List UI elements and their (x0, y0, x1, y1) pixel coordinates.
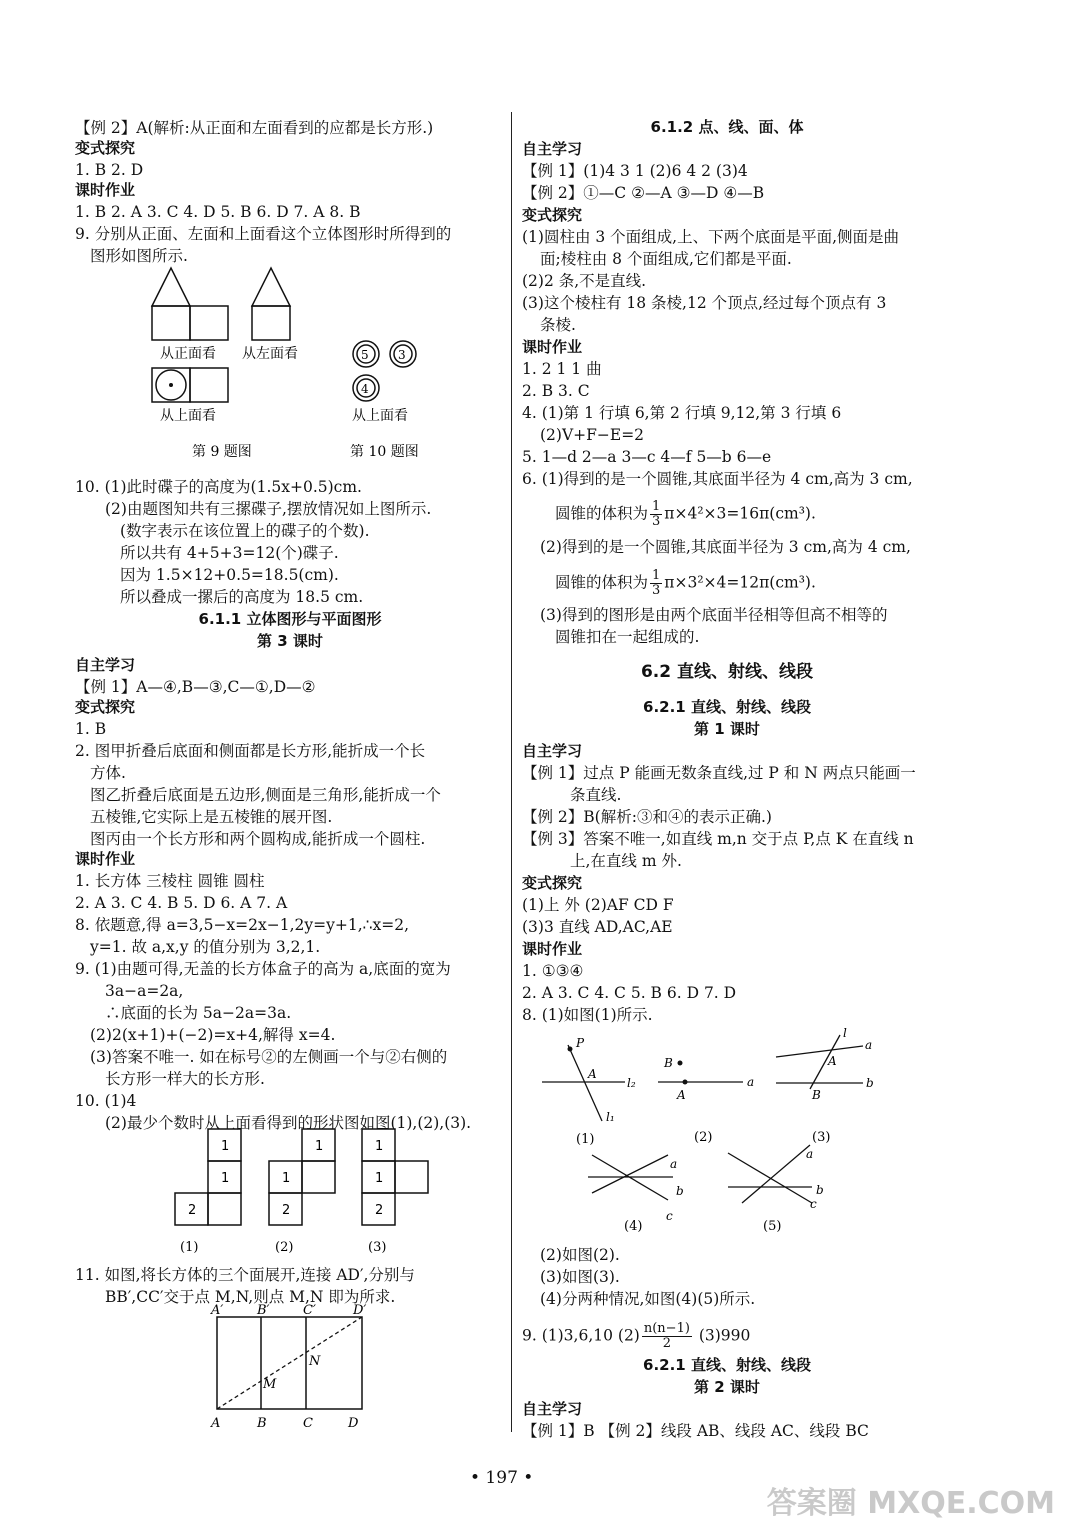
right-line: (1)上 外 (2)AF CD F (522, 896, 674, 914)
left-line: (2)由题图知共有三摞碟子,摆放情况如上图所示. (105, 500, 432, 518)
right-line: 6.1.2 点、线、面、体 (650, 118, 804, 136)
lines-figures (530, 1025, 890, 1235)
left-line: 11. 如图,将长方体的三个面展开,连接 AD′,分别与 (75, 1266, 415, 1284)
left-line: 10. (1)4 (75, 1092, 137, 1110)
svg-text:B: B (664, 1056, 673, 1070)
svg-text:A: A (588, 1067, 597, 1081)
svg-text:1: 1 (221, 1139, 230, 1154)
top-view-9 (152, 368, 228, 402)
svg-text:(3): (3) (368, 1240, 387, 1255)
left-line: 【例 1】A—④,B—③,C—①,D—② (75, 678, 316, 696)
right-line: 【例 1】过点 P 能画无数条直线,过 P 和 N 两点只能画一 (522, 764, 916, 782)
left-line: 1. B 2. D (75, 161, 144, 179)
svg-text:b: b (866, 1076, 874, 1090)
right-line: 第 1 课时 (694, 720, 760, 738)
svg-text:2: 2 (375, 1203, 384, 1218)
left-line: 长方形一样大的长方形. (105, 1070, 265, 1088)
svg-text:l₁: l₁ (606, 1110, 615, 1124)
right-line: (2)如图(2). (540, 1246, 620, 1264)
right-line: 圆锥扣在一起组成的. (555, 628, 700, 646)
svg-text:(2): (2) (275, 1240, 294, 1255)
svg-text:1: 1 (375, 1171, 384, 1186)
right-line: 【例 3】答案不唯一,如直线 m,n 交于点 P,点 K 在直线 n (522, 830, 914, 848)
svg-text:(5): (5) (763, 1219, 782, 1234)
right-line: 上,在直线 m 外. (570, 852, 682, 870)
right-line: 【例 1】B 【例 2】线段 AB、线段 AC、线段 BC (522, 1422, 869, 1440)
left-line: 10. (1)此时碟子的高度为(1.5x+0.5)cm. (75, 478, 362, 496)
left-line: 方体. (90, 764, 126, 782)
center-dot (169, 383, 173, 387)
svg-text:N: N (309, 1354, 321, 1369)
front-view-label: 从正面看 (160, 346, 216, 362)
left-line: 图形如图所示. (90, 247, 188, 265)
svg-text:B: B (257, 1416, 267, 1431)
left-line: 9. 分别从正面、左面和上面看这个立体图形时所得到的 (75, 225, 452, 243)
right-line: 6.2.1 直线、射线、线段 (643, 1356, 811, 1374)
right-line: 1. ①③④ (522, 962, 584, 980)
right-line: 1. 2 1 1 曲 (522, 360, 602, 378)
right-line: 变式探究 (522, 874, 583, 892)
top-view-label-9: 从上面看 (160, 408, 216, 424)
left-line: (数字表示在该位置上的碟子的个数). (120, 522, 370, 540)
svg-text:A: A (828, 1054, 837, 1068)
left-line: (3)答案不唯一. 如在标号②的左侧画一个与②右侧的 (90, 1048, 448, 1066)
right-line: (2)V+F−E=2 (540, 426, 645, 444)
left-line: y=1. 故 a,x,y 的值分别为 3,2,1. (90, 938, 321, 956)
svg-text:A: A (677, 1088, 686, 1102)
right-line: (2)得到的是一个圆锥,其底面半径为 3 cm,高为 4 cm, (540, 538, 911, 556)
right-line: 【例 1】(1)4 3 1 (2)6 4 2 (3)4 (522, 162, 748, 180)
svg-text:a: a (747, 1075, 755, 1089)
left-line: 所以共有 4+5+3=12(个)碟子. (120, 544, 339, 562)
top-view-label-10: 从上面看 (352, 408, 408, 424)
svg-text:C: C (303, 1416, 313, 1431)
svg-text:1: 1 (282, 1171, 291, 1186)
svg-text:M: M (263, 1377, 277, 1392)
svg-text:(1): (1) (180, 1240, 199, 1255)
left-line: 2. A 3. C 4. B 5. D 6. A 7. A (75, 894, 288, 912)
svg-text:C′: C′ (303, 1303, 316, 1318)
left-line: 第 3 课时 (257, 632, 323, 650)
left-view (252, 268, 290, 340)
svg-text:1: 1 (221, 1171, 230, 1186)
svg-text:(3): (3) (812, 1130, 831, 1145)
right-line: 面;棱柱由 8 个面组成,它们都是平面. (540, 250, 792, 268)
front-view (152, 268, 228, 340)
figure-9-caption: 第 9 题图 (192, 444, 252, 460)
left-line: 1. B (75, 720, 107, 738)
right-line: 8. (1)如图(1)所示. (522, 1006, 653, 1024)
right-line: 条棱. (540, 316, 576, 334)
svg-text:(4): (4) (624, 1219, 643, 1234)
svg-text:(1): (1) (576, 1132, 595, 1147)
svg-text:B: B (812, 1088, 821, 1102)
page-number: • 197 • (470, 1468, 534, 1488)
watermark: 答案圈 MXQE.COM (766, 1486, 1055, 1521)
right-line: 自主学习 (522, 742, 583, 760)
svg-text:a: a (806, 1147, 814, 1161)
left-line: 五棱锥,它实际上是五棱锥的展开图. (90, 808, 333, 826)
left-line: 6.1.1 立体图形与平面图形 (198, 610, 382, 628)
cone-volume-2: 圆锥的体积为 $\frac{1}{3}$ π×3²×4=12π(cm³). (555, 568, 816, 598)
right-line: 第 2 课时 (694, 1378, 760, 1396)
svg-text:1: 1 (375, 1139, 384, 1154)
svg-text:(2): (2) (694, 1130, 713, 1145)
left-line: 1. B 2. A 3. C 4. D 5. B 6. D 7. A 8. B (75, 203, 361, 221)
right-line: 6.2.1 直线、射线、线段 (643, 698, 811, 716)
svg-text:D: D (348, 1416, 359, 1431)
svg-text:c: c (666, 1209, 673, 1223)
left-line: 2. 图甲折叠后底面和侧面都是长方形,能折成一个长 (75, 742, 426, 760)
right-line: (4)分两种情况,如图(4)(5)所示. (540, 1290, 756, 1308)
right-line: 条直线. (570, 786, 622, 804)
left-line: 9. (1)由题可得,无盖的长方体盒子的高为 a,底面的宽为 (75, 960, 451, 978)
stack-3: 3 (398, 348, 406, 362)
right-line: 课时作业 (522, 940, 583, 958)
left-line: 1. 长方体 三棱柱 圆锥 圆柱 (75, 872, 265, 890)
left-line: 变式探究 (75, 139, 136, 157)
svg-text:P: P (576, 1036, 585, 1050)
question-9-answer: 9. (1)3,6,10 (2) $\frac{n(n-1)}{2}$ (3)990 (522, 1321, 751, 1351)
right-line: 【例 2】①—C ②—A ③—D ④—B (522, 184, 765, 202)
left-line: 变式探究 (75, 698, 136, 716)
stack-4: 4 (361, 382, 369, 396)
right-line: 6.2 直线、射线、线段 (640, 662, 814, 682)
left-line: 8. 依题意,得 a=3,5−x=2x−1,2y=y+1,∴x=2, (75, 916, 410, 934)
figure-views (140, 262, 460, 462)
left-line: (2)最少个数时从上面看得到的形状图如图(1),(2),(3). (105, 1114, 472, 1132)
svg-text:1: 1 (315, 1139, 324, 1154)
svg-text:A: A (211, 1416, 221, 1431)
right-line: (1)圆柱由 3 个面组成,上、下两个底面是平面,侧面是曲 (522, 228, 900, 246)
right-line: 5. 1—d 2—a 3—c 4—f 5—b 6—e (522, 448, 772, 466)
right-line: 自主学习 (522, 1400, 583, 1418)
left-line: BB′,CC′交于点 M,N,则点 M,N 即为所求. (105, 1288, 396, 1306)
left-line: 所以叠成一摞后的高度为 18.5 cm. (120, 588, 364, 606)
left-line: 3a−a=2a, (105, 982, 184, 1000)
svg-text:l: l (843, 1026, 847, 1040)
right-line: (3)3 直线 AD,AC,AE (522, 918, 673, 936)
column-divider (511, 112, 512, 1432)
left-line: 图乙折叠后底面是五边形,侧面是三角形,能折成一个 (90, 786, 441, 804)
svg-text:b: b (816, 1183, 824, 1197)
right-line: (2)2 条,不是直线. (522, 272, 647, 290)
right-line: 【例 2】B(解析:③和④的表示正确.) (522, 808, 772, 826)
left-line: 课时作业 (75, 181, 136, 199)
svg-text:D′: D′ (353, 1303, 367, 1318)
right-line: 2. A 3. C 4. C 5. B 6. D 7. D (522, 984, 737, 1002)
svg-text:2: 2 (188, 1203, 197, 1218)
unfolded-box-figure (205, 1305, 375, 1435)
svg-text:c: c (810, 1197, 817, 1211)
svg-text:l₂: l₂ (627, 1076, 636, 1090)
right-line: 6. (1)得到的是一个圆锥,其底面半径为 4 cm,高为 3 cm, (522, 470, 913, 488)
right-line: 4. (1)第 1 行填 6,第 2 行填 9,12,第 3 行填 6 (522, 404, 842, 422)
right-line: (3)如图(3). (540, 1268, 620, 1286)
left-line: 图丙由一个长方形和两个圆构成,能折成一个圆柱. (90, 830, 426, 848)
right-line: 课时作业 (522, 338, 583, 356)
right-line: (3)得到的图形是由两个底面半径相等但高不相等的 (540, 606, 888, 624)
svg-text:A′: A′ (211, 1303, 224, 1318)
right-line: 2. B 3. C (522, 382, 590, 400)
svg-text:b: b (676, 1184, 684, 1198)
left-view-label: 从左面看 (242, 346, 298, 362)
right-line: 自主学习 (522, 140, 583, 158)
left-line: (2)2(x+1)+(−2)=x+4,解得 x=4. (90, 1026, 336, 1044)
svg-text:B′: B′ (257, 1303, 270, 1318)
left-line: 课时作业 (75, 850, 136, 868)
grid-figures (170, 1125, 430, 1257)
figure-10-caption: 第 10 题图 (350, 444, 419, 460)
svg-text:2: 2 (282, 1203, 291, 1218)
right-line: 变式探究 (522, 206, 583, 224)
svg-text:a: a (670, 1157, 678, 1171)
left-line: 【例 2】A(解析:从正面和左面看到的应都是长方形.) (75, 119, 434, 137)
left-line: 自主学习 (75, 656, 136, 674)
cone-volume-1: 圆锥的体积为 $\frac{1}{3}$ π×4²×3=16π(cm³). (555, 499, 816, 529)
left-line: 因为 1.5×12+0.5=18.5(cm). (120, 566, 339, 584)
left-line: ∴底面的长为 5a−2a=3a. (105, 1004, 292, 1022)
svg-text:a: a (865, 1038, 873, 1052)
right-line: (3)这个棱柱有 18 条棱,12 个顶点,经过每个顶点有 3 (522, 294, 887, 312)
stack-5: 5 (361, 348, 369, 362)
